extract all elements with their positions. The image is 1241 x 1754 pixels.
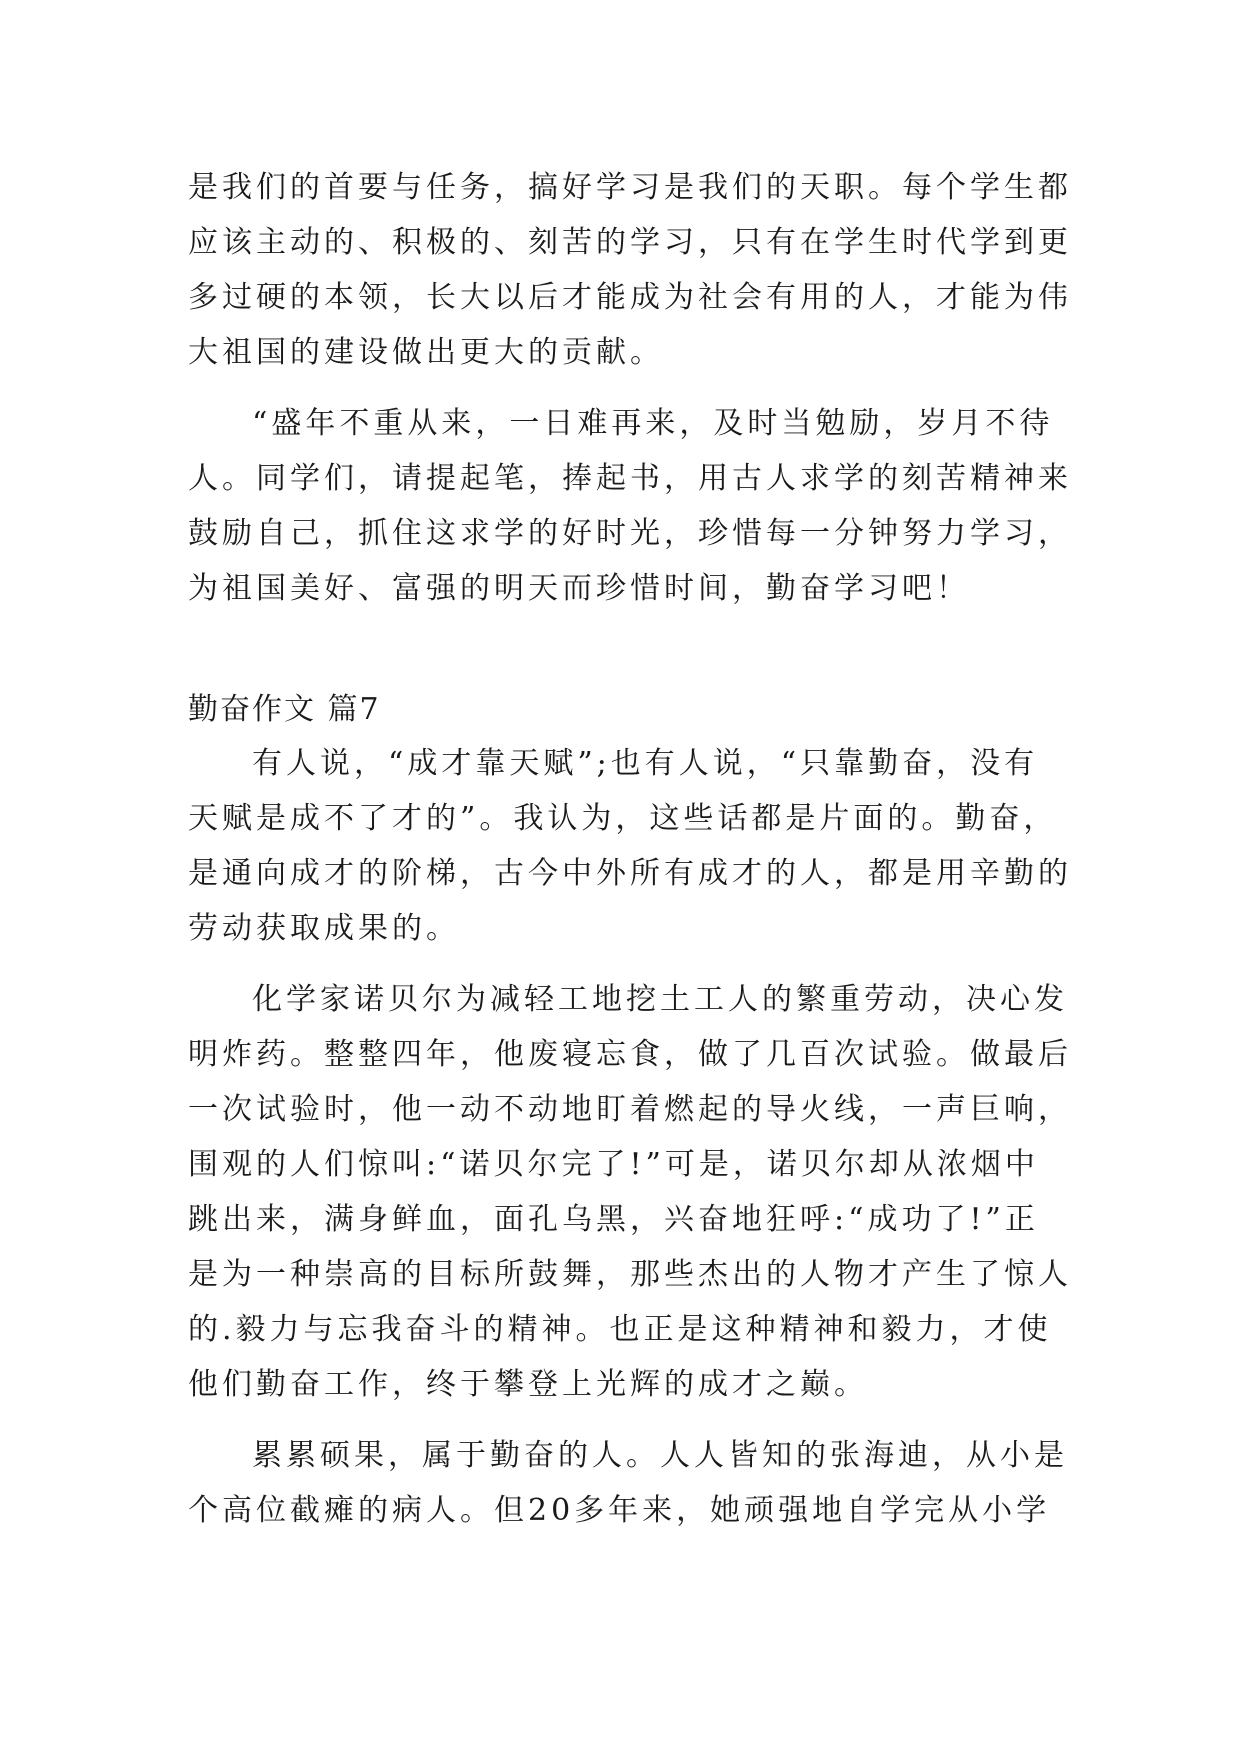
text-line: 大祖国的建设做出更大的贡献。 bbox=[188, 335, 664, 370]
text-line: 一次试验时，他一动不动地盯着燃起的导火线，一声巨响， bbox=[188, 1092, 1072, 1127]
text-line: 天赋是成不了才的”。我认为，这些话都是片面的。勤奋， bbox=[188, 801, 1058, 836]
text-line: 围观的人们惊叫:“诺贝尔完了!”可是，诺贝尔却从浓烟中 bbox=[188, 1147, 1039, 1182]
text-line: 化学家诺贝尔为减轻工地挖土工人的繁重劳动，决心发 bbox=[252, 982, 1068, 1017]
text-line: 鼓励自己，抓住这求学的好时光，珍惜每一分钟努力学习， bbox=[188, 516, 1072, 551]
text-line: 劳动获取成果的。 bbox=[188, 911, 460, 946]
text-line: 人。同学们，请提起笔，捧起书，用古人求学的刻苦精神来 bbox=[188, 461, 1072, 496]
text-line: 为祖国美好、富强的明天而珍惜时间，勤奋学习吧！ bbox=[188, 571, 970, 606]
text-line: 明炸药。整整四年，他废寝忘食，做了几百次试验。做最后 bbox=[188, 1037, 1072, 1072]
text-line: 他们勤奋工作，终于攀登上光辉的成才之巅。 bbox=[188, 1367, 868, 1402]
text-line: 是为一种崇高的目标所鼓舞，那些杰出的人物才产生了惊人 bbox=[188, 1257, 1072, 1292]
text-line: 累累硕果，属于勤奋的人。人人皆知的张海迪，从小是 bbox=[252, 1438, 1068, 1473]
text-line: 有人说，“成才靠天赋”;也有人说，“只靠勤奋，没有 bbox=[252, 746, 1039, 781]
section-heading: 勤奋作文 篇7 bbox=[188, 692, 381, 727]
text-line: “盛年不重从来，一日难再来，及时当勉励，岁月不待 bbox=[252, 406, 1054, 441]
text-line: 应该主动的、积极的、刻苦的学习，只有在学生时代学到更 bbox=[188, 225, 1072, 260]
text-line: 是通向成才的阶梯，古今中外所有成才的人，都是用辛勤的 bbox=[188, 856, 1072, 891]
text-line: 跳出来，满身鲜血，面孔乌黑，兴奋地狂呼:“成功了!”正 bbox=[188, 1202, 1039, 1237]
text-line: 的.毅力与忘我奋斗的精神。也正是这种精神和毅力，才使 bbox=[188, 1312, 1052, 1347]
text-line: 是我们的首要与任务，搞好学习是我们的天职。每个学生都 bbox=[188, 170, 1072, 205]
text-line: 多过硬的本领，长大以后才能成为社会有用的人，才能为伟 bbox=[188, 280, 1072, 315]
text-line: 个高位截瘫的病人。但20多年来，她顽强地自学完从小学 bbox=[188, 1493, 1051, 1528]
